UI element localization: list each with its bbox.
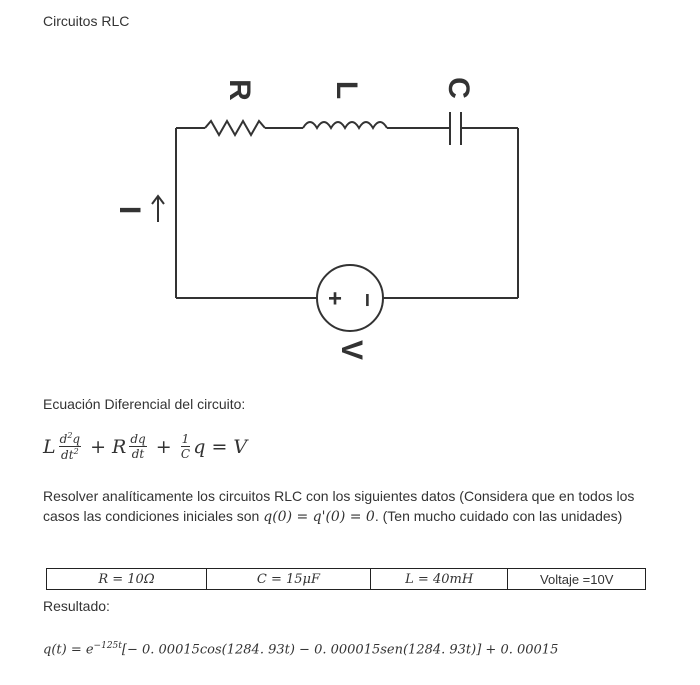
- resistor-symbol: [205, 121, 265, 135]
- cell-voltage: Voltaje =10V: [508, 569, 646, 590]
- result-equation: $q(t) = e^{-125t}[- 0$. 00015cos(1284. 93t) − 0. 000015sen(1284. 93t)] + 0. 00015: [43, 641, 559, 658]
- eq-q: q: [193, 435, 206, 458]
- voltage-label: V: [335, 339, 369, 361]
- eq-R: R: [112, 435, 127, 458]
- eq-V: V: [233, 435, 248, 458]
- equation-label: Ecuación Diferencial del circuito:: [43, 396, 246, 412]
- initial-conditions: q(0) = q'(0) = 0: [263, 509, 375, 525]
- inductor-label: L: [330, 80, 364, 100]
- fraction-dq-dt: $\frac{dq}{dt}$: [130, 432, 146, 461]
- cell-capacitance: C = 15μF: [206, 569, 370, 590]
- eq-equals: =: [211, 435, 228, 458]
- result-label: Resultado:: [43, 598, 110, 614]
- resistor-label: R: [223, 79, 257, 101]
- cell-resistance: R = 10Ω: [47, 569, 207, 590]
- table-row: [47, 569, 646, 590]
- eq-L: L: [43, 435, 56, 458]
- instructions-paragraph: Resolver analíticamente los circuitos RLC con los siguientes datos (Considera que en todos los casos las condiciones iniciales son q(0) = q'(0) = 0. (Ten mucho cuidado con las unidades): [43, 488, 635, 525]
- fraction-d2q-dt2: $\frac{d^2q}{dt^2}$: [59, 431, 81, 462]
- fraction-1-C: $\frac{1}{C}$: [180, 432, 191, 461]
- cell-inductance: L = 40mH: [370, 569, 508, 590]
- minus-sign: −: [353, 292, 381, 308]
- plus-sign: +: [327, 285, 343, 313]
- differential-equation: [43, 432, 247, 461]
- parameters-table: [46, 568, 646, 590]
- current-label: I: [113, 205, 147, 215]
- page-heading: Circuitos RLC: [43, 13, 130, 29]
- inductor-symbol: [303, 122, 387, 128]
- eq-plus-1: +: [90, 435, 107, 458]
- eq-plus-2: +: [155, 435, 172, 458]
- capacitor-label: C: [442, 77, 476, 99]
